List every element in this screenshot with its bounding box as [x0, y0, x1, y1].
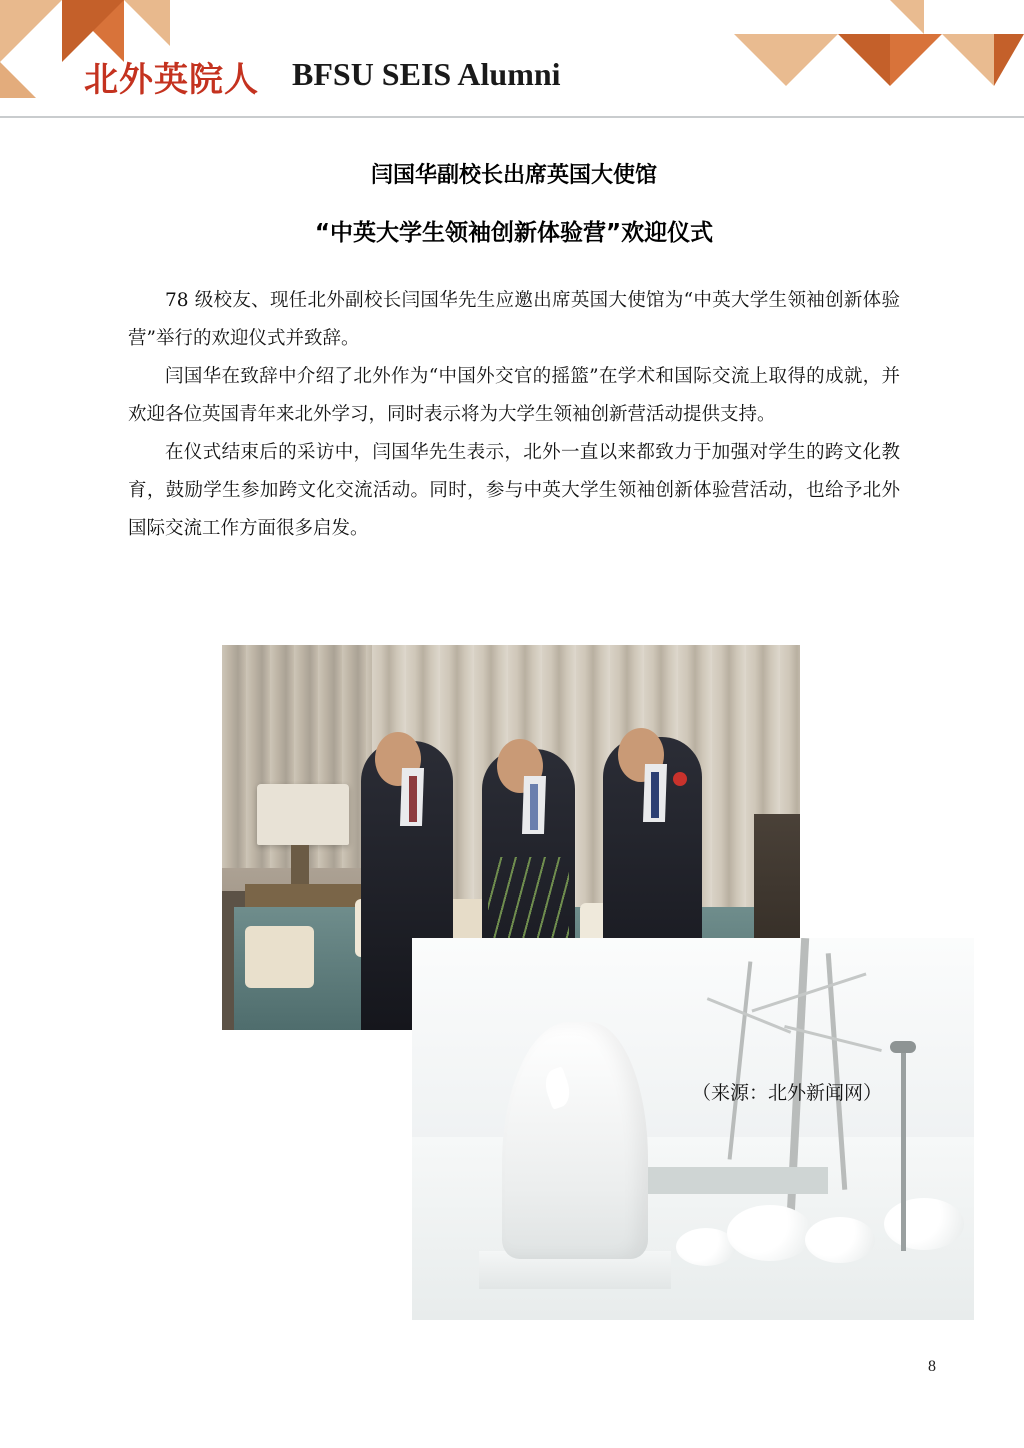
article-body	[128, 158, 900, 547]
photo-snow-bush	[805, 1217, 875, 1263]
photo-snow-bush	[727, 1205, 813, 1261]
publication-title-english: BFSU SEIS Alumni	[292, 56, 561, 92]
page-number: 8	[928, 1358, 936, 1375]
header-divider	[0, 116, 1024, 118]
photo-necktie	[651, 772, 659, 818]
photo-flower-pin	[673, 772, 687, 786]
triangle-icon	[890, 0, 924, 34]
triangle-icon	[786, 34, 838, 86]
banner-right-decoration	[724, 0, 1024, 118]
article-paragraphs	[128, 282, 900, 547]
triangle-icon	[838, 34, 890, 86]
photo-snow-bush	[884, 1198, 964, 1250]
photo-sculpture-wing	[540, 1067, 575, 1111]
article-source-credit: （来源：北外新闻网）	[692, 1082, 883, 1104]
triangle-icon	[0, 62, 36, 98]
triangle-icon	[734, 34, 786, 86]
triangle-icon	[124, 0, 170, 46]
photo-hedge	[637, 1167, 828, 1194]
triangle-icon	[890, 34, 942, 86]
article-paragraph: 78 级校友、现任北外副校长闫国华先生应邀出席英国大使馆为“中英大学生领袖创新体验营”举行的欢迎仪式并致辞。	[128, 289, 900, 349]
photo-necktie	[530, 784, 538, 830]
photo-lamp-post-head	[890, 1041, 916, 1053]
photo-cushion	[245, 926, 314, 988]
article-paragraph: 在仪式结束后的采访中，闫国华先生表示，北外一直以来都致力于加强对学生的跨文化教育，鼓励学生参加跨文化交流活动。同时，参与中英大学生领袖创新体验营活动，也给予北外国际交流工作方面很多启发。	[128, 441, 900, 539]
photo-lamp-post	[901, 1053, 906, 1252]
photo-necktie	[409, 776, 417, 822]
article-headline-line-1: 闫国华副校长出席英国大使馆	[370, 163, 657, 188]
publication-title-chinese: 北外英院人	[84, 60, 259, 100]
article-headline-line-2: “中英大学生领袖创新体验营”欢迎仪式	[314, 220, 714, 247]
triangle-icon	[994, 34, 1024, 86]
photo-snow-sculpture	[502, 1022, 648, 1259]
article-paragraph: 闫国华在致辞中介绍了北外作为“中国外交官的摇篮”在学术和国际交流上取得的成就，并欢迎各位英国青年来北外学习，同时表示将为大学生领袖创新营活动提供支持。	[128, 365, 900, 425]
photo-lamp-shade	[257, 784, 349, 846]
triangle-icon	[942, 34, 994, 86]
snow-sculpture-photo-image	[412, 938, 974, 1320]
triangle-icon	[0, 0, 62, 62]
page-header-banner	[0, 0, 1024, 118]
